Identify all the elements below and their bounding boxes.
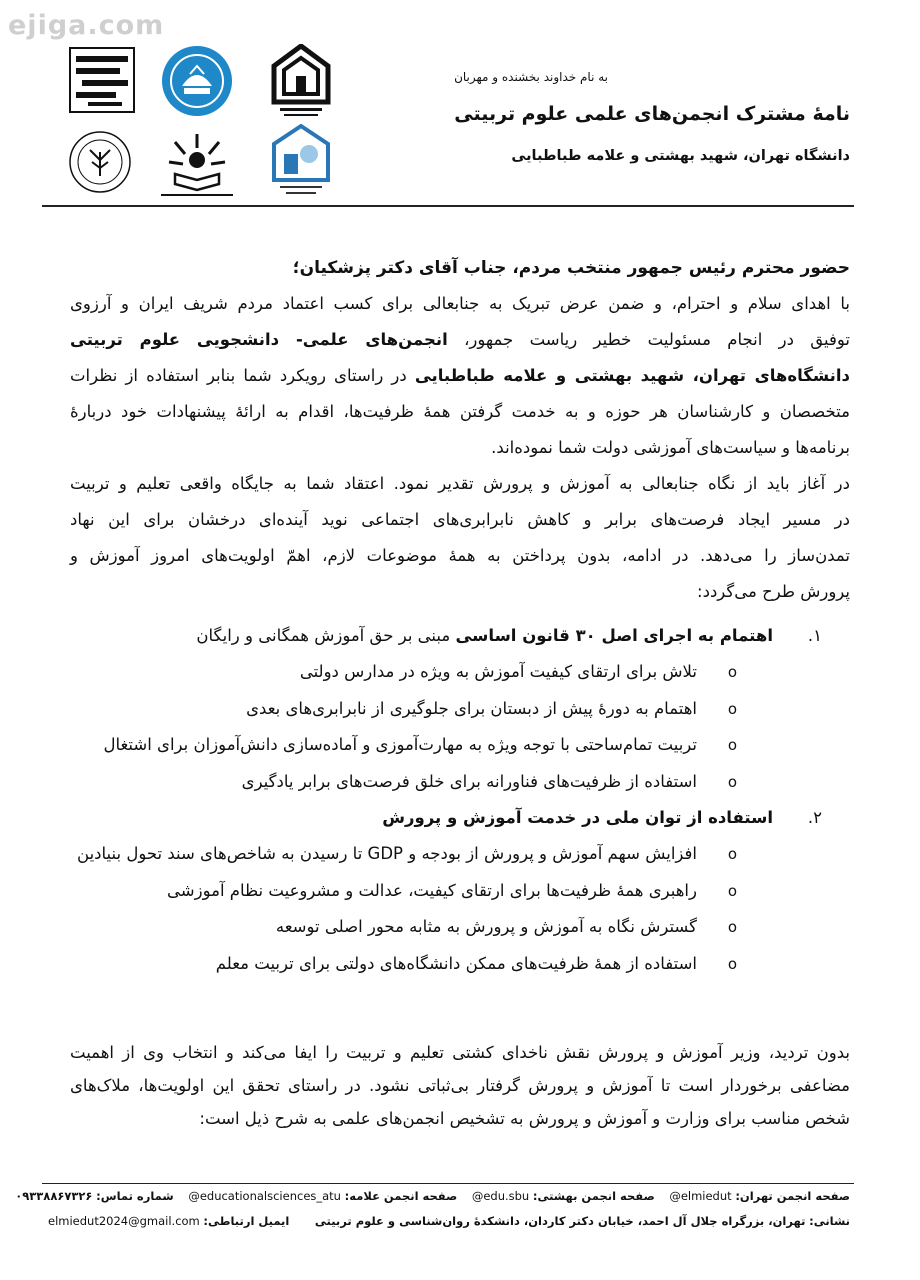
bullet-icon: o [727,663,737,681]
sub-item: o استفاده از ظرفیت‌های فناورانه برای خلق فرصت‌های برابر یادگیری [70,764,850,801]
bullet-icon: o [727,772,737,791]
priorities-line: پرورش طرح می‌گردد: [697,582,850,601]
email-label: ایمیل ارتباطی: [203,1214,290,1228]
beheshti-page-link[interactable]: @edu.sbu [471,1189,530,1203]
sub-item: o افزایش سهم آموزش و پرورش از بودجه و GDP تا رسیدن به شاخص‌های سند تحول بنیادین [70,836,850,873]
address-label: نشانی: [809,1214,850,1228]
sub-item: o اهتمام به دورۀ پیش از دبستان برای جلوگیری از نابرابری‌های بعدی [70,691,850,728]
closing-line: شخص مناسب برای وزارت و آموزش و پرورش به تشخیص انجمن‌های علمی به شرح ذیل است: [199,1109,850,1128]
sub-item: o تربیت تمام‌ساحتی با توجه ویژه به مهارت‌آموزی و آماده‌سازی دانش‌آموزان برای اشتغال [70,727,850,764]
bullet-icon: o [727,954,737,973]
closing-line: مضاعفی برخوردار است تا آموزش و پرورش گرفتار بی‌ثباتی نشود. در راستای تحقق این اولویت‌ها، ملاک‌های [70,1076,850,1095]
sub-item: o تلاش برای ارتقای کیفیت آموزش به ویژه در مدارس دولتی [70,654,850,691]
sub-item: o راهبری همۀ ظرفیت‌ها برای ارتقای کیفیت، عدالت و مشروعیت نظام آموزشی [70,873,850,910]
bullet-icon: o [727,845,737,863]
beheshti-page-label: صفحه انجمن بهشتی: [532,1189,655,1203]
email-link[interactable]: elmiedut2024@gmail.com [48,1214,200,1228]
phone-label: شماره تماس: [96,1189,174,1203]
tehran-association-logo [155,124,239,200]
bullet-icon: o [727,881,737,900]
closing-line: بدون تردید، وزیر آموزش و پرورش نقش ناخدای کشتی تعلیم و تربیت را ایفا می‌کند و انتخاب وی از اهمیت [70,1043,850,1062]
intro-line: متخصصان و کارشناسان هر حوزه و به خدمت گرفتن همۀ ظرفیت‌ها، اقدام به ارائۀ پیشنهادات خود دربارۀ [70,402,850,421]
sub-item: o استفاده از همۀ ظرفیت‌های ممکن دانشگاه‌های دولتی برای تربیت معلم [70,946,850,983]
letter-subtitle: دانشگاه تهران، شهید بهشتی و علامه طباطبایی [511,148,850,164]
tehran-page-label: صفحه انجمن تهران: [735,1189,850,1203]
paragraph-closing [70,1036,850,1135]
letter-header [0,0,920,210]
header-divider [42,205,854,207]
address-value: تهران، بزرگراه جلال آل احمد، خیابان دکتر کاردان، دانشکدۀ روان‌شناسی و علوم تربیتی [314,1214,806,1228]
intro-line: توفیق در انجام مسئولیت خطیر ریاست جمهور، انجمن‌های علمی- دانشجویی علوم تربیتی [70,330,850,349]
footer-divider [42,1183,854,1184]
priorities-line: تمدن‌ساز را می‌دهد. در ادامه، بدون پرداختن به همۀ موضوعات لازم، اهمّ اولویت‌های امروز آموزش و [70,546,850,565]
intro-line: دانشگاه‌های تهران، شهید بهشتی و علامه طباطبایی در راستای رویکرد شما بنابر استفاده از نظرات [70,366,850,385]
footer-address [48,1214,850,1228]
bullet-icon: o [727,736,737,754]
bullet-icon: o [727,918,737,936]
bullet-icon: o [727,699,737,718]
paragraph-priorities [70,466,850,610]
item-number: ۲. [807,808,822,827]
university-of-tehran-logo [160,44,234,118]
item-number: ۱. [807,626,822,645]
paragraph-intro [70,286,850,466]
letter-body [70,250,850,982]
priorities-list [70,618,850,982]
sub-item: o گسترش نگاه به آموزش و پرورش به مثابه محور اصلی توسعه [70,909,850,946]
letter-title: نامۀ مشترک انجمن‌های علمی علوم تربیتی [454,103,850,125]
intro-line: با اهدای سلام و احترام، و ضمن عرض تبریک به جنابعالی برای کسب اعتماد مردم شریف ایران و آرزوی [70,294,850,313]
intro-line: برنامه‌ها و سیاست‌های آموزشی دولت شما نموده‌اند. [491,438,850,457]
watermark-text: ejiga.com [8,10,165,41]
allameh-association-logo [270,124,332,200]
priorities-line: در مسیر ایجاد فرصت‌های برابر و کاهش نابرابری‌های اجتماعی نوید آینده‌ای درخشان برای این نهاد [70,510,850,529]
phone-number[interactable]: ۰۹۳۳۸۸۶۷۳۲۶ [15,1189,93,1203]
salutation: حضور محترم رئیس جمهور منتخب مردم، جناب آقای دکتر پزشکیان؛ [292,258,850,278]
allameh-tabatabai-logo [270,44,332,122]
beheshti-association-logo [68,130,132,194]
priorities-line: در آغاز باید از نگاه جنابعالی به آموزش و پرورش تقدیر نمود. اعتقاد شما به جایگاه واقعی تعلیم و تربیت [70,474,850,493]
bismillah-text: به نام خداوند بخشنده و مهربان [454,70,608,84]
footer-contacts [15,1189,850,1203]
list-item: ۲. استفاده از توان ملی در خدمت آموزش و پرورش [70,800,850,836]
shahid-beheshti-logo [68,46,136,114]
allameh-page-label: صفحه انجمن علامه: [344,1189,458,1203]
list-item: ۱. اهتمام به اجرای اصل ۳۰ قانون اساسی مبنی بر حق آموزش همگانی و رایگان [70,618,850,654]
tehran-page-link[interactable]: @elmiedut [669,1189,732,1203]
allameh-page-link[interactable]: @educationalsciences_atu [188,1189,341,1203]
